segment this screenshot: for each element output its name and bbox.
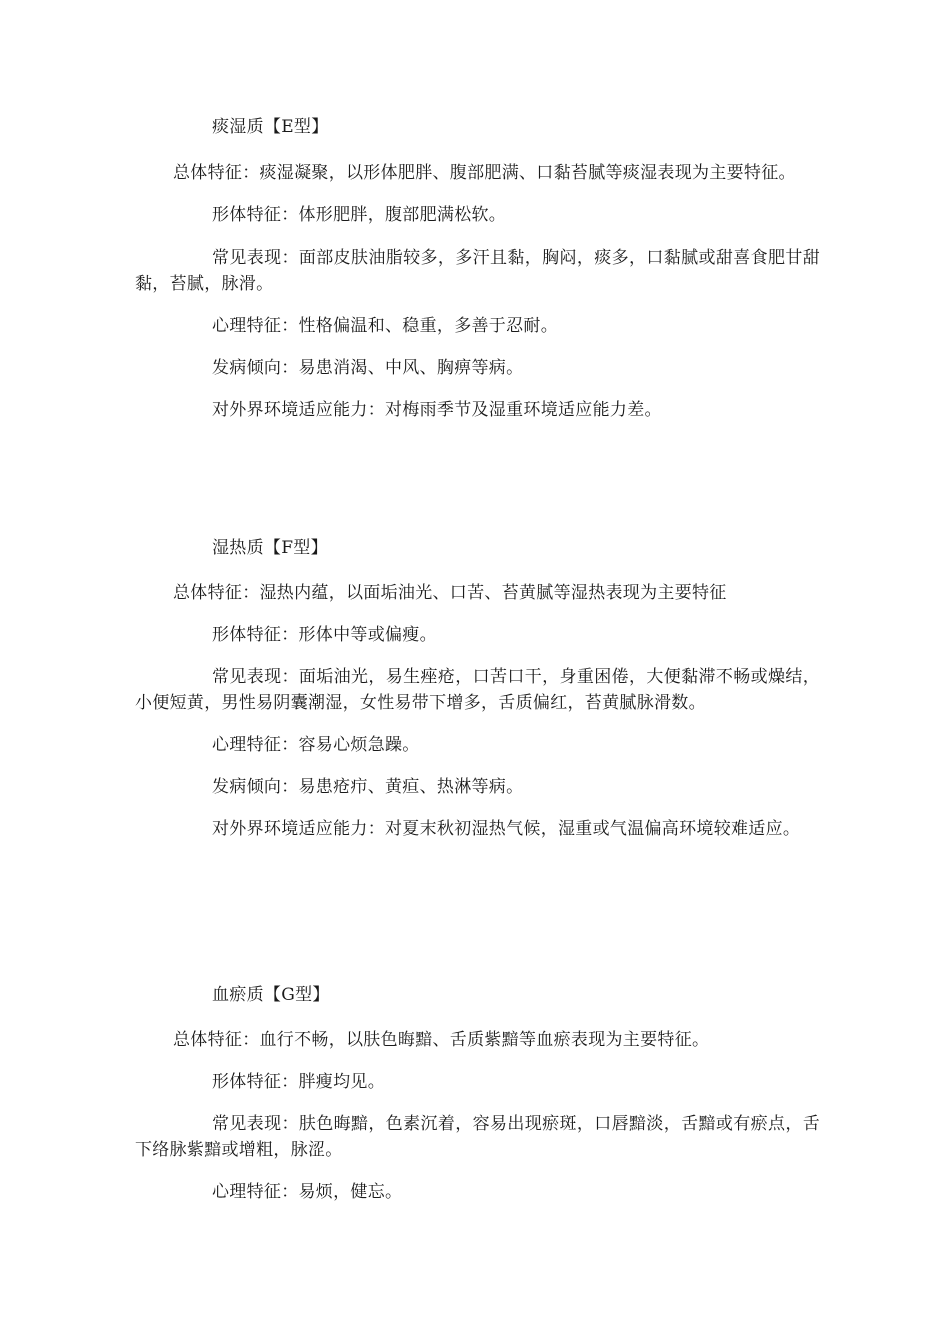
- overall-features: 总体特征：湿热内蕴，以面垢油光、口苦、苔黄腻等湿热表现为主要特征: [173, 583, 727, 603]
- physique-features: 形体特征：胖瘦均见。: [212, 1072, 385, 1092]
- overall-features: 总体特征：痰湿凝聚，以形体肥胖、腹部肥满、口黏苔腻等痰湿表现为主要特征。: [173, 163, 796, 183]
- psychological-features: 心理特征：易烦，健忘。: [212, 1182, 403, 1202]
- disease-tendency: 发病倾向：易患消渴、中风、胸痹等病。: [212, 358, 524, 378]
- psychological-features: 心理特征：性格偏温和、稳重，多善于忍耐。: [212, 316, 558, 336]
- section-heading: 痰湿质【E型】: [212, 117, 329, 137]
- common-symptoms: 常见表现：面垢油光，易生痤疮，口苦口干，身重困倦，大便黏滞不畅或燥结，小便短黄，男性易阴囊潮湿，女性易带下增多，舌质偏红，苔黄腻脉滑数。: [135, 667, 820, 713]
- environment-adaptability: 对外界环境适应能力：对夏末秋初湿热气候，湿重或气温偏高环境较难适应。: [212, 819, 801, 839]
- section-phlegm-dampness: [135, 114, 820, 423]
- section-damp-heat: [135, 535, 820, 842]
- section-heading: 血瘀质【G型】: [212, 985, 330, 1005]
- disease-tendency: 发病倾向：易患疮疖、黄疸、热淋等病。: [212, 777, 524, 797]
- common-symptoms: 常见表现：肤色晦黯，色素沉着，容易出现瘀斑，口唇黯淡，舌黯或有瘀点，舌下络脉紫黯或增粗，脉涩。: [135, 1114, 820, 1160]
- section-heading: 湿热质【F型】: [212, 538, 328, 558]
- environment-adaptability: 对外界环境适应能力：对梅雨季节及湿重环境适应能力差。: [212, 400, 662, 420]
- common-symptoms: 常见表现：面部皮肤油脂较多，多汗且黏，胸闷，痰多，口黏腻或甜喜食肥甘甜黏，苔腻，脉滑。: [135, 248, 820, 294]
- psychological-features: 心理特征：容易心烦急躁。: [212, 735, 420, 755]
- physique-features: 形体特征：形体中等或偏瘦。: [212, 625, 437, 645]
- physique-features: 形体特征：体形肥胖，腹部肥满松软。: [212, 205, 507, 225]
- section-blood-stasis: [135, 982, 820, 1205]
- overall-features: 总体特征：血行不畅，以肤色晦黯、舌质紫黯等血瘀表现为主要特征。: [173, 1030, 710, 1050]
